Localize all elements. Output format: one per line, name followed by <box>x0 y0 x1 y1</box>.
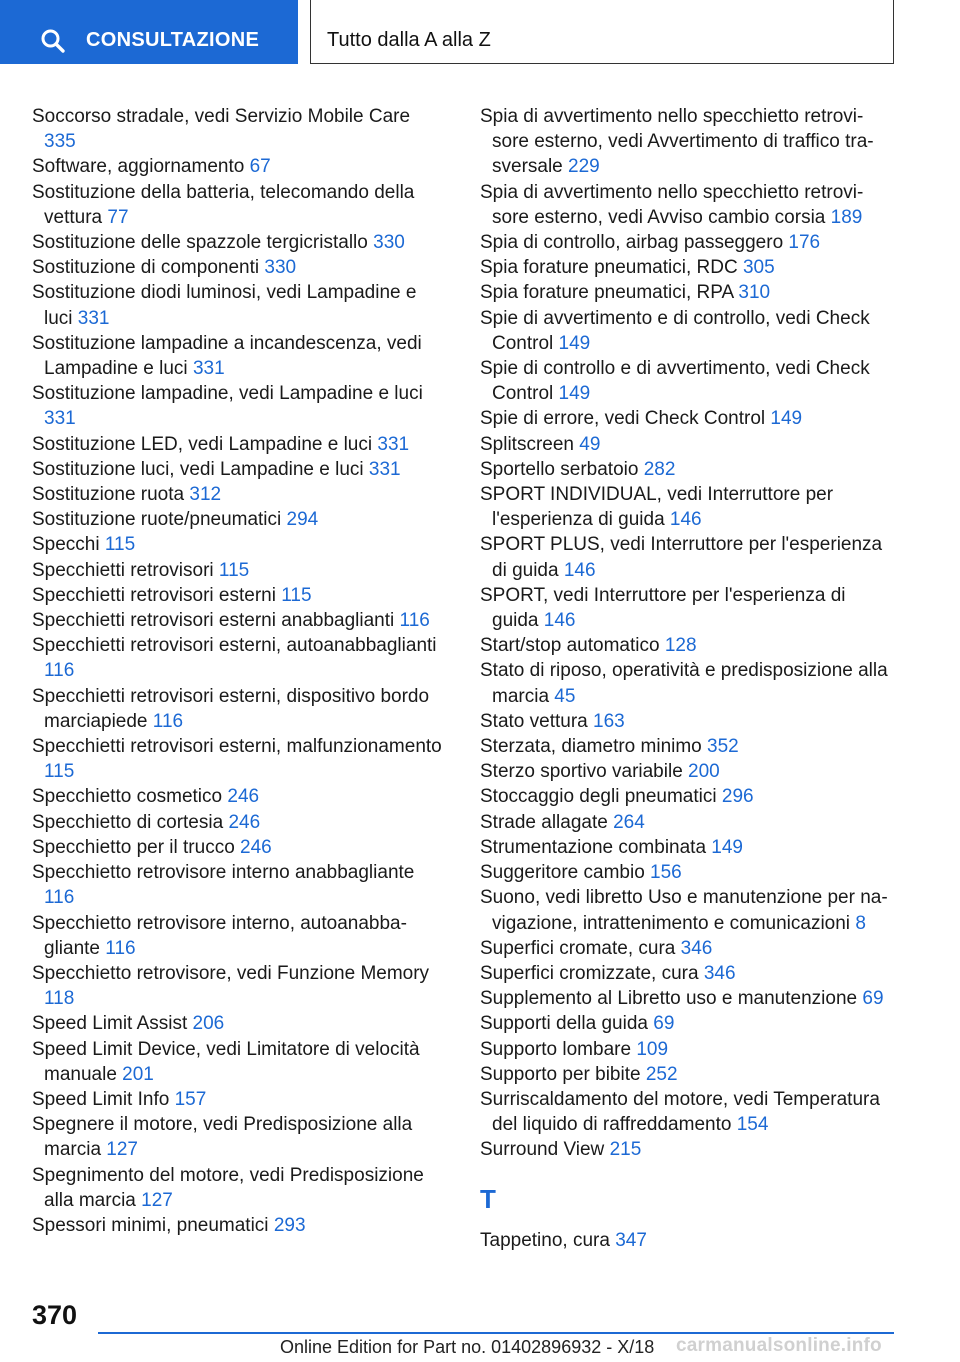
index-entry <box>32 432 442 457</box>
index-entry-text: Supporti della guida <box>480 1013 648 1035</box>
index-entry <box>480 1037 890 1062</box>
index-entry <box>480 961 890 986</box>
section-tab[interactable] <box>310 0 894 64</box>
index-entry <box>480 633 890 658</box>
index-entry-text: Sostituzione diodi luminosi, vedi Lampadine e luci <box>32 282 417 329</box>
index-entry-text: Speed Limit Device, vedi Limitatore di velocità manuale <box>32 1038 420 1085</box>
index-entry <box>32 104 442 154</box>
index-entry-text: Specchietto per il trucco <box>32 836 235 858</box>
index-entry-text: Suggeritore cambio <box>480 862 645 884</box>
index-entry-text: Specchietti retrovisori esterni, dispositivo bordo marciapiede <box>32 685 430 732</box>
index-entry-text: Supporto per bibite <box>480 1063 641 1085</box>
page-link[interactable]: 115 <box>218 559 250 581</box>
index-entry-text: Tappetino, cura <box>480 1229 610 1251</box>
index-entry <box>32 1037 442 1087</box>
page-link[interactable]: 294 <box>286 509 319 531</box>
page-link[interactable]: 156 <box>650 862 682 884</box>
page-link[interactable]: 154 <box>736 1114 769 1136</box>
index-entry-text: Strumentazione combinata <box>480 836 707 858</box>
page-link[interactable]: 252 <box>645 1063 678 1085</box>
page-link[interactable]: 264 <box>613 811 645 833</box>
page-link[interactable]: 330 <box>373 232 405 254</box>
index-entry <box>32 457 442 482</box>
index-entry <box>32 482 442 507</box>
index-entry-text: Specchietti retrovisori esterni, autoanabbaglianti <box>32 635 437 657</box>
page-link[interactable]: 116 <box>44 660 75 682</box>
page-link[interactable]: 163 <box>593 710 625 732</box>
index-entry <box>32 734 442 784</box>
index-entry-text: Surriscaldamento del motore, vedi Temperatura del liquido di raffreddamento <box>480 1088 880 1136</box>
index-entry-text: Speed Limit Assist <box>32 1013 188 1035</box>
page-link[interactable]: 246 <box>240 836 272 858</box>
page-link[interactable]: 127 <box>141 1189 173 1211</box>
page-link[interactable]: 335 <box>44 131 76 153</box>
page-link[interactable]: 331 <box>77 307 110 329</box>
page-link[interactable]: 176 <box>788 232 821 254</box>
header <box>0 0 960 66</box>
page-link[interactable]: 246 <box>227 786 260 808</box>
index-entry-text: Specchietti retrovisori esterni, malfunzionamento <box>32 736 442 758</box>
index-entry-text: Soccorso stradale, vedi Servizio Mobile Care <box>32 106 411 127</box>
section-spacer <box>480 1218 890 1228</box>
page-link[interactable]: 215 <box>609 1139 642 1161</box>
page-link[interactable]: 293 <box>273 1214 306 1236</box>
index-entry-text: Splitscreen <box>480 433 574 455</box>
page-link[interactable]: 116 <box>105 937 136 959</box>
page-link[interactable]: 330 <box>264 257 297 279</box>
page-link[interactable]: 312 <box>189 484 222 506</box>
index-entry <box>32 583 442 608</box>
page-link[interactable]: 346 <box>680 937 713 959</box>
page-link[interactable]: 346 <box>703 962 736 984</box>
index-entry <box>32 154 442 179</box>
index-entry-text: Superfici cromizzate, cura <box>480 962 699 984</box>
index-entry-text: Sostituzione della batteria, telecomando della vettura <box>32 181 415 228</box>
edition-text: Online Edition for Part no. 01402896932 - X/18 <box>280 1337 655 1357</box>
index-entry <box>32 532 442 557</box>
index-entry <box>480 482 890 532</box>
index-entry <box>480 1011 890 1036</box>
index-column-right <box>480 104 890 1253</box>
index-entry <box>32 1112 442 1162</box>
index-entry-text: Sterzo sportivo variabile <box>480 761 683 783</box>
index-entry-text: Sostituzione ruota <box>32 484 185 506</box>
index-entry <box>32 1011 442 1036</box>
index-entry <box>32 558 442 583</box>
footer-divider <box>98 1332 894 1334</box>
index-entry-text: Suono, vedi libretto Uso e manutenzione per navigazione, intrattenimento e comunicazioni <box>480 887 888 934</box>
page-link[interactable]: 149 <box>711 836 743 858</box>
index-entry-text: Spia forature pneumatici, RPA <box>480 282 734 304</box>
index-entry-text: Spia forature pneumatici, RDC <box>480 257 738 279</box>
index-entry <box>32 230 442 255</box>
index-entry <box>32 1213 442 1238</box>
page-link[interactable]: 229 <box>568 156 600 178</box>
page-link[interactable]: 77 <box>107 206 129 228</box>
index-entry <box>32 633 442 683</box>
index-entry-text: SPORT, vedi Interruttore per l'esperienza di guida <box>480 584 846 632</box>
watermark: carmanualsonline.info <box>676 1335 882 1356</box>
index-column-left <box>32 104 442 1238</box>
index-entry <box>480 784 890 809</box>
index-entry-text: Strade allagate <box>480 811 608 833</box>
index-entry <box>480 709 890 734</box>
page-link[interactable]: 128 <box>664 635 697 657</box>
index-entry <box>32 331 442 381</box>
index-entry-text: SPORT INDIVIDUAL, vedi Interruttore per l'esperienza di guida <box>480 484 834 531</box>
consult-tab[interactable] <box>0 0 298 64</box>
page-link[interactable]: 149 <box>558 332 591 354</box>
index-entry <box>480 986 890 1011</box>
index-entry-text: Sostituzione LED, vedi Lampadine e luci <box>32 433 373 455</box>
page-link[interactable]: 45 <box>554 685 576 707</box>
index-entry-text: Specchietto retrovisore interno anabbagliante <box>32 862 415 884</box>
index-entry-text: Spie di errore, vedi Check Control <box>480 408 766 430</box>
index-entry-text: Superfici cromate, cura <box>480 937 676 959</box>
index-entry <box>32 784 442 809</box>
page-link[interactable]: 115 <box>104 534 136 556</box>
page-link[interactable]: 310 <box>738 282 771 304</box>
index-entry-text: Start/stop automatico <box>480 635 660 657</box>
section-label: Tutto dalla A alla Z <box>327 29 491 51</box>
index-entry <box>480 255 890 280</box>
index-entry-text: Spessori minimi, pneumatici <box>32 1214 269 1236</box>
index-entry <box>480 583 890 633</box>
index-entry <box>480 835 890 860</box>
index-entry <box>480 406 890 431</box>
page-link[interactable]: 8 <box>855 912 866 934</box>
page-link[interactable]: 331 <box>192 358 225 380</box>
index-entry <box>480 230 890 255</box>
index-entry-text: Spia di avvertimento nello specchietto retrovisore esterno, vedi Avvertimento di traffico trasversale <box>480 106 874 178</box>
page-link[interactable]: 116 <box>152 710 184 732</box>
index-entry-text: Spia di avvertimento nello specchietto retrovisore esterno, vedi Avviso cambio corsia <box>480 181 864 228</box>
index-entry-text: Specchietti retrovisori <box>32 559 214 581</box>
index-entry-text: Sostituzione delle spazzole tergicristallo <box>32 232 368 254</box>
index-entry <box>32 608 442 633</box>
index-entry-text: Specchietto retrovisore interno, autoanabbagliante <box>32 912 407 959</box>
index-entry <box>32 961 442 1011</box>
page-link[interactable]: 331 <box>377 433 410 455</box>
page-link[interactable]: 200 <box>688 761 720 783</box>
index-entry-text: Specchietto retrovisore, vedi Funzione Memory <box>32 962 430 984</box>
index-entry <box>480 104 890 180</box>
index-entry-text: Sterzata, diametro minimo <box>480 736 702 758</box>
index-entry <box>480 306 890 356</box>
index-entry <box>480 936 890 961</box>
page-link[interactable]: 201 <box>122 1063 154 1085</box>
index-entry <box>32 1163 442 1213</box>
index-entry <box>480 860 890 885</box>
index-entry <box>480 885 890 935</box>
index-entry-text: Specchietti retrovisori esterni <box>32 584 276 606</box>
index-entry <box>480 457 890 482</box>
page-link[interactable]: 352 <box>707 736 739 758</box>
search-icon <box>40 28 66 54</box>
index-entry <box>480 1137 890 1162</box>
index-entry <box>32 381 442 431</box>
index-entry <box>480 1062 890 1087</box>
index-entry-text: Sportello serbatoio <box>480 458 639 480</box>
page-link[interactable]: 116 <box>44 887 75 909</box>
index-entry <box>480 1228 890 1253</box>
page-number: 370 <box>32 1300 78 1330</box>
index-entry <box>32 280 442 330</box>
page-link[interactable]: 157 <box>174 1088 207 1110</box>
consult-label: CONSULTAZIONE <box>86 29 260 51</box>
index-entry-text: Specchietti retrovisori esterni anabbaglianti <box>32 610 395 632</box>
page-link[interactable]: 246 <box>228 811 261 833</box>
index-entry-text: Speed Limit Info <box>32 1088 170 1110</box>
page-link[interactable]: 109 <box>636 1038 669 1060</box>
index-entry <box>32 180 442 230</box>
index-entry <box>480 759 890 784</box>
index-entry <box>480 432 890 457</box>
index-entry-text: Surround View <box>480 1139 605 1161</box>
page-link[interactable]: 206 <box>192 1013 225 1035</box>
index-entry-text: Spegnimento del motore, vedi Predisposizione alla marcia <box>32 1164 424 1211</box>
index-entry <box>32 810 442 835</box>
page-link[interactable]: 116 <box>399 610 430 632</box>
index-entry-text: Spie di avvertimento e di controllo, vedi Check Control <box>480 307 870 354</box>
page-link[interactable]: 296 <box>721 786 754 808</box>
page-link[interactable]: 149 <box>770 408 803 430</box>
page-link[interactable]: 146 <box>563 559 596 581</box>
index-entry <box>32 911 442 961</box>
page-link[interactable]: 146 <box>543 610 576 632</box>
index-entry <box>32 507 442 532</box>
page-link[interactable]: 115 <box>281 584 312 606</box>
index-entry-text: Supplemento al Libretto uso e manutenzione <box>480 988 858 1010</box>
index-entry-text: Sostituzione lampadine, vedi Lampadine e luci <box>32 383 423 405</box>
page-link[interactable]: 149 <box>558 383 591 405</box>
index-entry <box>480 356 890 406</box>
index-entry-text: Specchi <box>32 534 100 556</box>
page-link[interactable]: 146 <box>669 509 702 531</box>
index-entry <box>480 1087 890 1137</box>
index-entry-text: Software, aggiornamento <box>32 156 245 178</box>
index-entry-text: Sostituzione ruote/pneumatici <box>32 509 282 531</box>
index-entry-text: Spia di controllo, airbag passeggero <box>480 232 784 254</box>
page-link[interactable]: 115 <box>44 761 75 783</box>
index-entry-text: Sostituzione lampadine a incandescenza, vedi Lampadine e luci <box>32 332 422 380</box>
index-entry-text: Spegnere il motore, vedi Predisposizione alla marcia <box>32 1114 413 1161</box>
page-link[interactable]: 331 <box>368 458 401 480</box>
index-entry <box>32 835 442 860</box>
page-link[interactable]: 189 <box>830 206 863 228</box>
index-entry-text: Specchietto cosmetico <box>32 786 223 808</box>
index-entry-text: Stato vettura <box>480 710 588 732</box>
page-link[interactable]: 347 <box>615 1229 647 1251</box>
index-entry-text: SPORT PLUS, vedi Interruttore per l'esperienza di guida <box>480 534 883 581</box>
index-entry <box>32 860 442 910</box>
page-link[interactable]: 67 <box>249 156 271 178</box>
page-link[interactable]: 305 <box>742 257 775 279</box>
index-entry <box>480 734 890 759</box>
index-entry <box>480 180 890 230</box>
section-letter: T <box>480 1183 496 1214</box>
index-entry <box>32 1087 442 1112</box>
page-link[interactable]: 49 <box>579 433 601 455</box>
index-entry-text: Specchietto di cortesia <box>32 811 224 833</box>
index-entry <box>32 684 442 734</box>
index-entry-text: Stoccaggio degli pneumatici <box>480 786 717 808</box>
index-entry-text: Supporto lombare <box>480 1038 632 1060</box>
page-link[interactable]: 118 <box>44 988 75 1010</box>
page-link[interactable]: 69 <box>653 1013 675 1035</box>
page-link[interactable]: 69 <box>862 988 884 1010</box>
index-entry <box>480 658 890 708</box>
page-link[interactable]: 282 <box>643 458 676 480</box>
page-link[interactable]: 331 <box>44 408 76 430</box>
page-link[interactable]: 127 <box>106 1139 138 1161</box>
index-entry-text: Sostituzione luci, vedi Lampadine e luci <box>32 458 364 480</box>
index-entry <box>480 280 890 305</box>
index-entry <box>480 810 890 835</box>
index-entry-text: Spie di controllo e di avvertimento, vedi Check Control <box>480 358 870 405</box>
index-entry <box>480 532 890 582</box>
index-entry-text: Sostituzione di componenti <box>32 257 260 279</box>
index-entry <box>32 255 442 280</box>
index-entry-text: Stato di riposo, operatività e predisposizione alla marcia <box>480 660 888 707</box>
